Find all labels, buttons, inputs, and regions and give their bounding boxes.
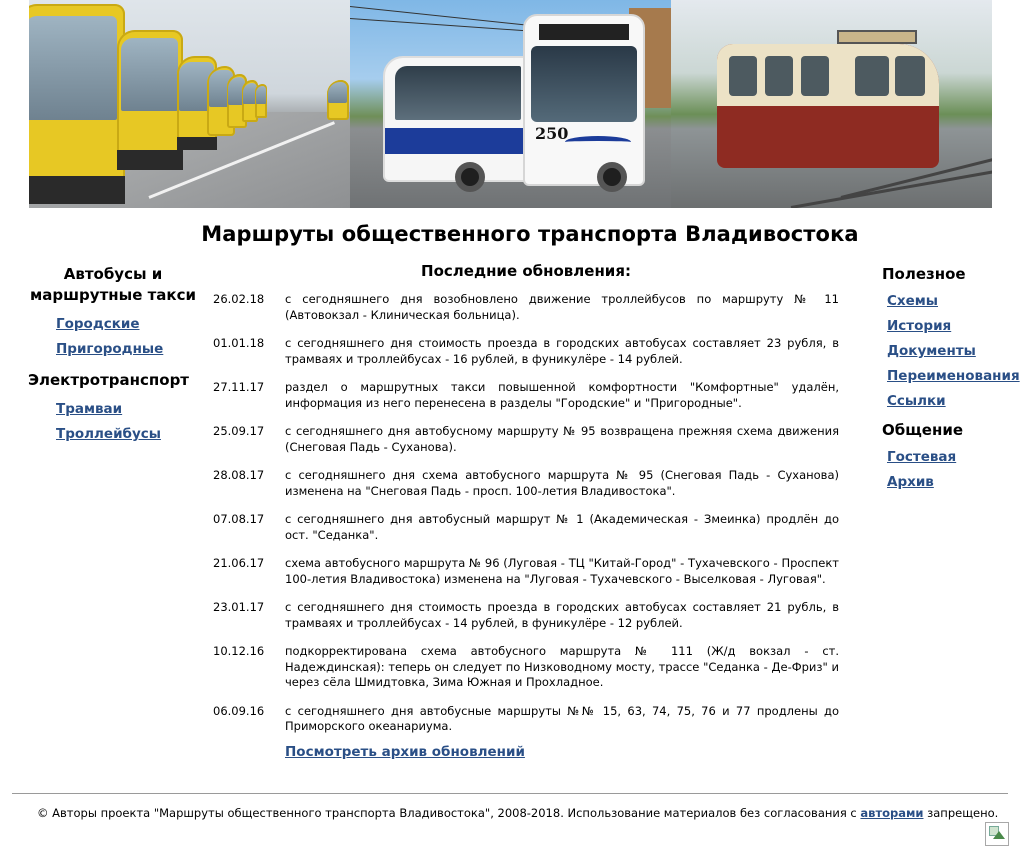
update-date: 07.08.17	[213, 512, 265, 526]
footer-copyright	[37, 806, 998, 820]
update-text: раздел о маршрутных такси повышенной комфортности "Комфортные" удалён, информация из него перенесена в разделы "Городские" и "Пригородные".	[285, 380, 839, 410]
fleet-number: 250	[535, 124, 569, 143]
update-item	[213, 380, 839, 411]
page-title: Маршруты общественного транспорта Владивостока	[201, 222, 859, 246]
update-date: 25.09.17	[213, 424, 265, 438]
update-text: с сегодняшнего дня автобусному маршруту № 95 возвращена прежняя схема движения (Снеговая Падь - Суханова).	[285, 424, 839, 454]
update-text: с сегодняшнего дня стоимость проезда в городских автобусах составляет 23 рубля, в трамваях и троллейбусах - 16 рублей, в фуникулёре - 14 рублей.	[285, 336, 839, 366]
nav-link-guestbook[interactable]: Гостевая	[887, 449, 957, 465]
update-date: 26.02.18	[213, 292, 265, 306]
update-date: 06.09.16	[213, 703, 265, 718]
photo-tram	[671, 0, 992, 208]
update-item	[213, 336, 839, 367]
nav-link-schemes[interactable]: Схемы	[887, 293, 939, 309]
right-nav	[882, 264, 1022, 495]
footer-text-before: © Авторы проекта "Маршруты общественного транспорта Владивостока", 2008-2018. Использование материалов без согласования с	[37, 806, 861, 820]
nav-link-suburban[interactable]: Пригородные	[56, 341, 164, 357]
update-date: 01.01.18	[213, 336, 265, 350]
footer-divider	[12, 793, 1008, 794]
updates-heading: Последние обновления:	[421, 262, 631, 280]
update-item	[213, 292, 839, 323]
update-text: с сегодняшнего дня автобусный маршрут № 1 (Академическая - Змеинка) продлён до ост. "Седанка".	[285, 512, 839, 542]
archive-updates-link[interactable]: Посмотреть архив обновлений	[285, 744, 525, 760]
updates-list	[213, 292, 839, 748]
nav-link-city[interactable]: Городские	[56, 316, 140, 332]
update-text: с сегодняшнего дня автобусные маршруты №№ 15, 63, 74, 75, 76 и 77 продлены до Приморского океанариума.	[285, 703, 839, 733]
left-nav	[18, 264, 208, 447]
nav-link-links[interactable]: Ссылки	[887, 393, 946, 409]
update-date: 28.08.17	[213, 468, 265, 482]
update-text: подкорректирована схема автобусного маршрута № 111 (Ж/д вокзал - ст. Надеждинская): теперь он следует по Низководному мосту, трассе "Седанка - Де-Фриз" и через сёла Шмидтовка, Зима Южная и Прохладное.	[285, 644, 839, 689]
update-date: 10.12.16	[213, 644, 265, 658]
update-item	[213, 424, 839, 455]
update-date: 23.01.17	[213, 600, 265, 614]
update-item	[213, 512, 839, 543]
nav-link-history[interactable]: История	[887, 318, 952, 334]
photo-trolleybus	[350, 0, 671, 208]
update-item	[213, 644, 839, 691]
update-date: 21.06.17	[213, 556, 265, 570]
nav-heading-electric: Электротранспорт	[28, 371, 189, 389]
footer-text-after: запрещено.	[923, 806, 999, 820]
footer-authors-link[interactable]: авторами	[860, 806, 924, 820]
nav-heading-community: Общение	[882, 421, 964, 439]
update-date: 27.11.17	[213, 380, 265, 394]
nav-link-documents[interactable]: Документы	[887, 343, 976, 359]
update-item	[213, 468, 839, 499]
update-text: с сегодняшнего дня возобновлено движение троллейбусов по маршруту № 11 (Автовокзал - Клиническая больница).	[285, 292, 839, 322]
nav-link-renamings[interactable]: Переименования	[887, 368, 1020, 384]
update-text: схема автобусного маршрута № 96 (Луговая - ТЦ "Китай-Город" - Тухачевского - Проспект 100-летия Владивостока) изменена на "Луговая - Тухачевского - Выселковая - Луговая".	[285, 556, 839, 586]
update-text: с сегодняшнего дня стоимость проезда в городских автобусах составляет 21 рубль, в трамваях и троллейбусах - 14 рублей, в фуникулёре - 12 рублей.	[285, 600, 839, 630]
update-text: с сегодняшнего дня схема автобусного маршрута № 95 (Снеговая Падь - Суханова) изменена на "Снеговая Падь - просп. 100-летия Владивостока".	[285, 468, 839, 498]
nav-link-trams[interactable]: Трамваи	[56, 401, 123, 417]
nav-link-trolleybuses[interactable]: Троллейбусы	[56, 426, 161, 442]
broken-image-icon	[985, 822, 1009, 846]
header-banner	[29, 0, 992, 208]
nav-link-archive[interactable]: Архив	[887, 474, 934, 490]
update-item	[213, 556, 839, 587]
nav-heading-useful: Полезное	[882, 265, 966, 283]
photo-yellow-buses	[29, 0, 350, 208]
update-item	[213, 600, 839, 631]
update-item	[213, 704, 839, 735]
nav-heading-buses: Автобусы и маршрутные такси	[30, 265, 196, 304]
